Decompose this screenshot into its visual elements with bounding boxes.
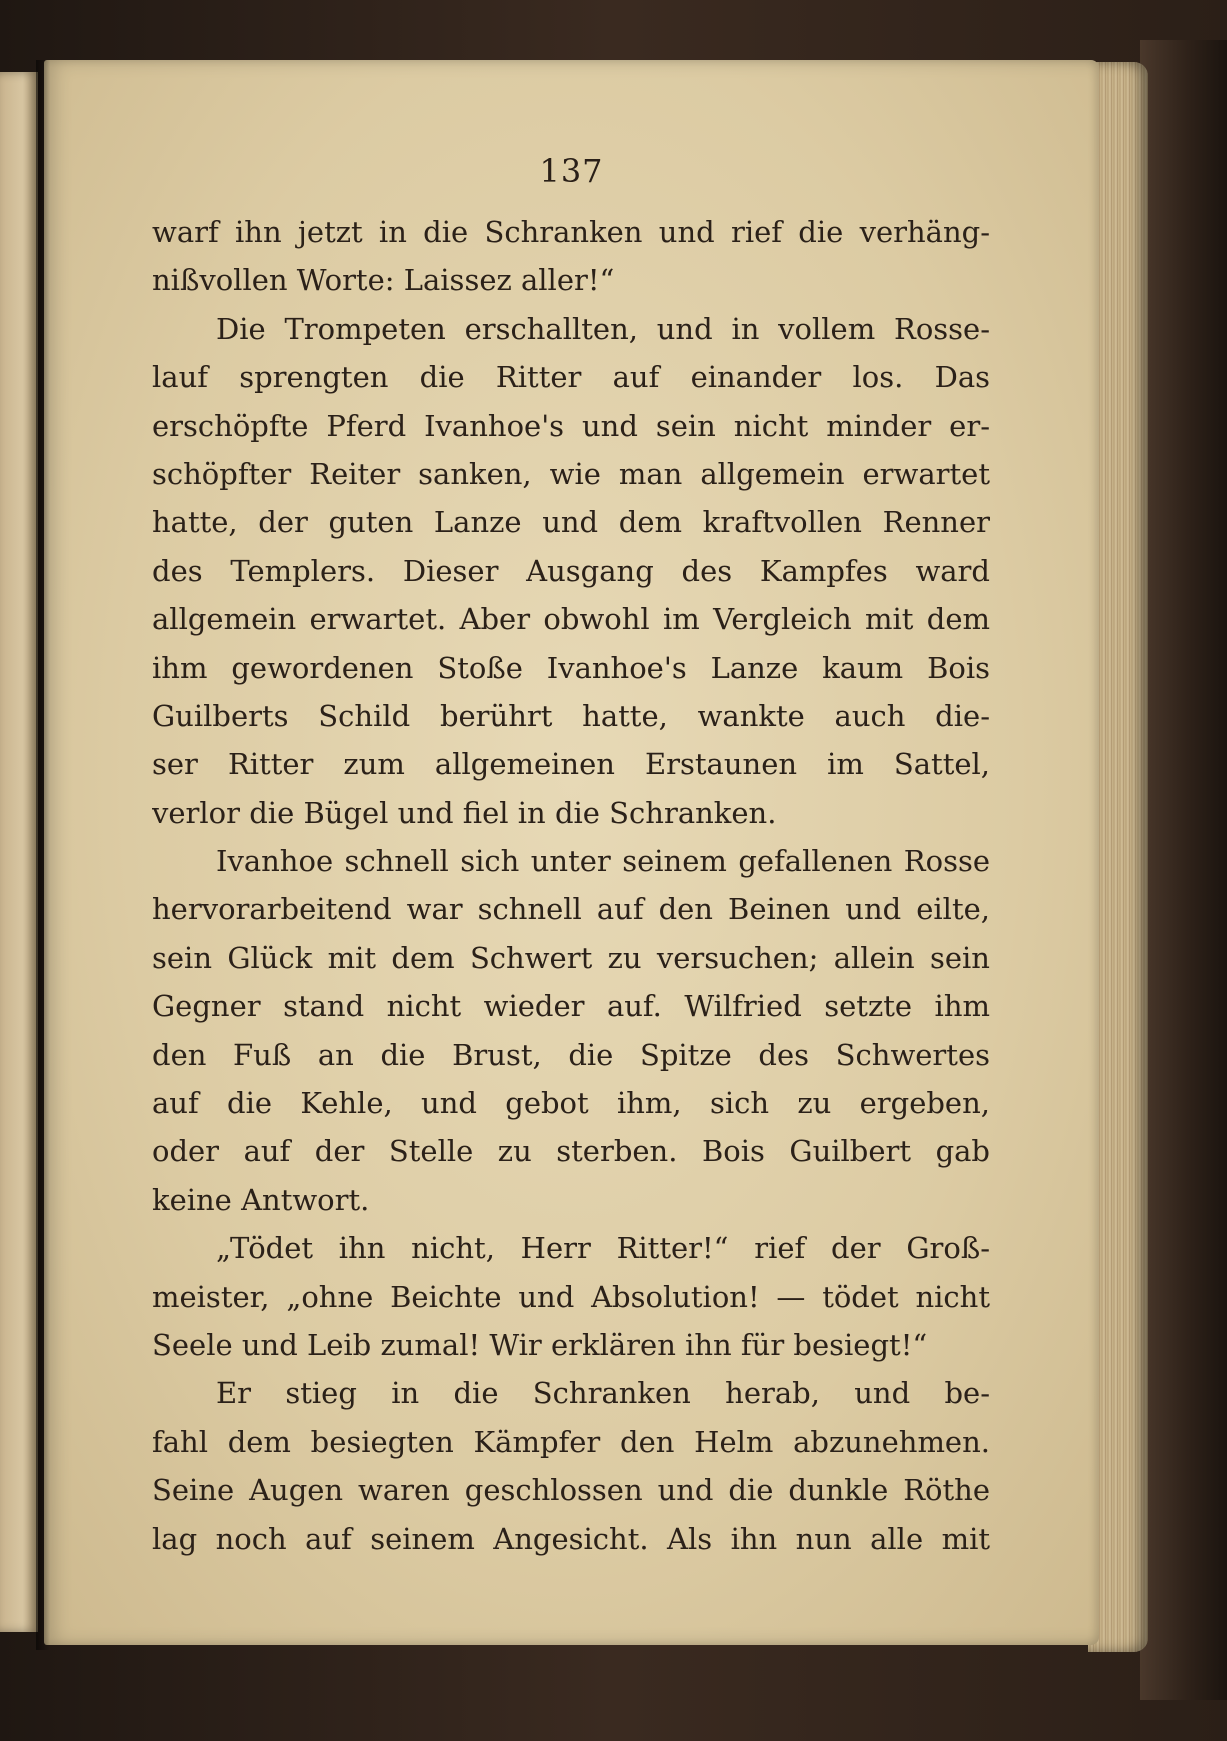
text-line: warf ihn jetzt in die Schranken und rief die verhäng-: [152, 215, 990, 249]
text-line: schöpfter Reiter sanken, wie man allgemein erwartet: [152, 456, 990, 491]
text-line: den Fuß an die Brust, die Spitze des Schwertes: [152, 1037, 990, 1072]
text-line: Die Trompeten erschallten, und in vollem Rosse-: [216, 311, 990, 346]
text-line: sein Glück mit dem Schwert zu versuchen; allein sein: [152, 940, 990, 975]
page-text-block: [152, 208, 990, 1563]
text-line: oder auf der Stelle zu sterben. Bois Guilbert gab: [152, 1134, 990, 1169]
text-line: Gegner stand nicht wieder auf. Wilfried setzte ihm: [152, 989, 990, 1024]
text-line: ihm gewordenen Stoße Ivanhoe's Lanze kaum Bois: [152, 650, 990, 685]
text-line: erschöpfte Pferd Ivanhoe's und sein nicht minder er-: [152, 408, 990, 443]
text-line: hatte, der guten Lanze und dem kraftvollen Renner: [152, 505, 990, 540]
previous-page-sliver: [0, 72, 38, 1632]
text-line: meister, „ohne Beichte und Absolution! — tödet nicht: [152, 1279, 990, 1314]
text-line: ser Ritter zum allgemeinen Erstaunen im Sattel,: [152, 747, 990, 782]
text-line: nißvollen Worte: Laissez aller!“: [152, 263, 615, 298]
text-line: Ivanhoe schnell sich unter seinem gefallenen Rosse: [216, 844, 990, 879]
text-line: auf die Kehle, und gebot ihm, sich zu ergeben,: [152, 1086, 990, 1121]
text-line: Seele und Leib zumal! Wir erklären ihn für besiegt!“: [152, 1327, 928, 1362]
text-line: des Templers. Dieser Ausgang des Kampfes ward: [152, 553, 990, 588]
text-line: lauf sprengten die Ritter auf einander los. Das: [152, 360, 990, 395]
gutter-shadow: [36, 60, 50, 1650]
text-line: „Tödet ihn nicht, Herr Ritter!“ rief der Groß-: [216, 1231, 990, 1266]
book-binding-edge: [1140, 40, 1227, 1700]
text-line: fahl dem besiegten Kämpfer den Helm abzunehmen.: [152, 1424, 990, 1459]
text-line: Er stieg in die Schranken herab, und be-: [216, 1376, 990, 1411]
text-line: allgemein erwartet. Aber obwohl im Vergleich mit dem: [152, 602, 990, 637]
page-number: 137: [539, 152, 604, 190]
text-line: Guilberts Schild berührt hatte, wankte auch die-: [152, 698, 990, 733]
text-line: Seine Augen waren geschlossen und die dunkle Röthe: [152, 1473, 990, 1508]
text-line: keine Antwort.: [152, 1182, 370, 1217]
text-line: hervorarbeitend war schnell auf den Beinen und eilte,: [152, 892, 990, 927]
text-line: verlor die Bügel und fiel in die Schranken.: [152, 795, 777, 830]
text-line: lag noch auf seinem Angesicht. Als ihn nun alle mit: [152, 1521, 990, 1556]
book-page: [44, 60, 1099, 1645]
